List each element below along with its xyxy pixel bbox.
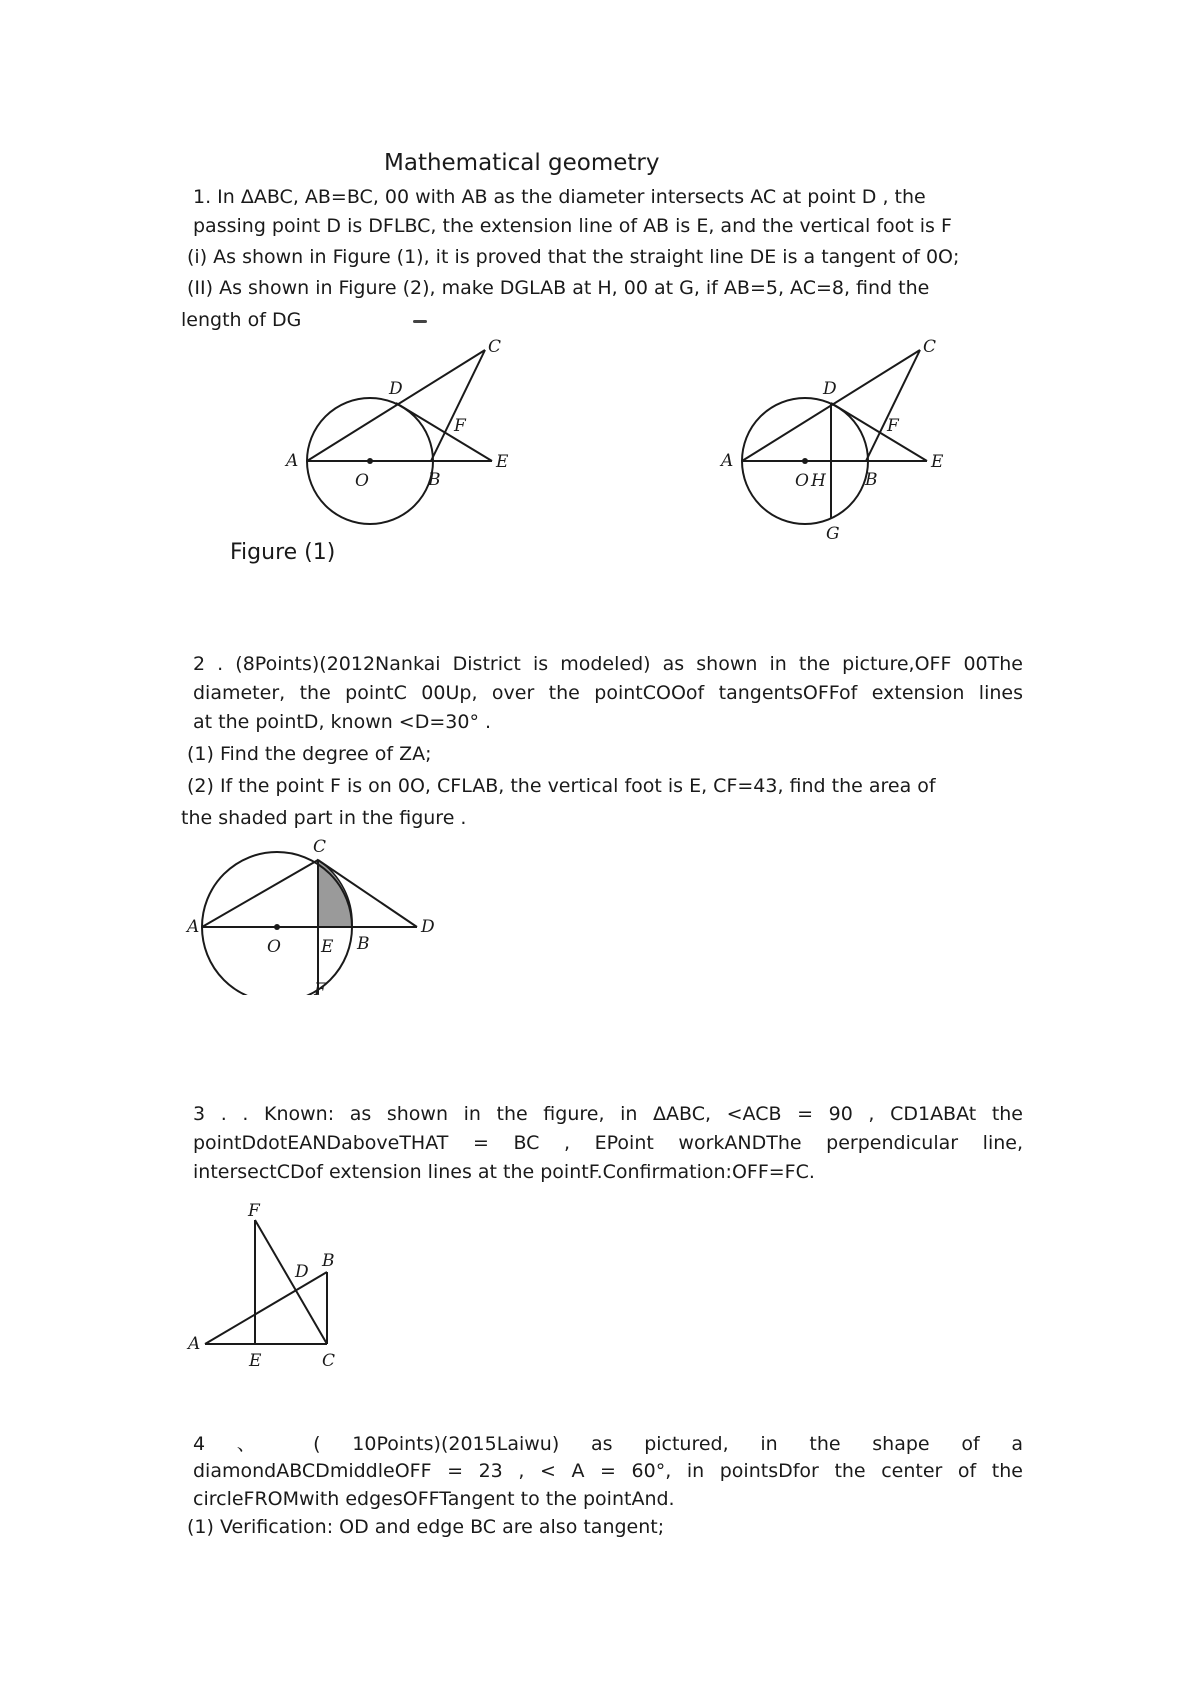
- problem2-line-4: (1) Find the degree of ZA;: [187, 743, 432, 765]
- problem4-line-4: (1) Verification: OD and edge BC are also tangent;: [187, 1516, 665, 1538]
- problem1-line-4: (II) As shown in Figure (2), make DGLAB at H, 00 at G, if AB=5, AC=8, find the: [187, 277, 930, 299]
- label-c: C: [488, 337, 502, 357]
- label-g: G: [826, 524, 840, 544]
- label-d: D: [421, 917, 435, 937]
- label-d: D: [389, 379, 403, 399]
- label-a: A: [721, 451, 734, 471]
- label-o: O: [355, 471, 369, 491]
- figure-2: [715, 330, 965, 545]
- page-title: Mathematical geometry: [384, 150, 660, 176]
- line-de: [396, 403, 492, 461]
- label-o: O: [795, 471, 809, 491]
- label-d: D: [823, 379, 837, 399]
- label-b: B: [865, 470, 878, 490]
- label-b: B: [428, 470, 441, 490]
- problem4-line-1: 4 、 ( 10Points)(2015Laiwu) as pictured, in the shape of a: [193, 1433, 1023, 1455]
- problem1-line-3: (i) As shown in Figure (1), it is proved that the straight line DE is a tangent of 0O;: [187, 246, 960, 268]
- shaded-region: [318, 860, 352, 927]
- problem3-line-1: 3 . . Known: as shown in the figure, in ΔABC, <ACB = 90 , CD1ABAt the: [193, 1103, 1023, 1125]
- line-ab: [205, 1272, 327, 1344]
- label-c: C: [322, 1351, 336, 1371]
- center-dot: [367, 458, 373, 464]
- label-c: C: [313, 837, 327, 857]
- label-e: E: [321, 937, 334, 957]
- problem2-line-5: (2) If the point F is on 0O, CFLAB, the vertical foot is E, CF=43, find the area of: [187, 775, 936, 797]
- label-d: D: [295, 1262, 309, 1282]
- label-h: H: [811, 471, 826, 491]
- label-a: A: [188, 1334, 201, 1354]
- figure-3: [185, 835, 445, 995]
- problem2-line-2: diameter, the pointC 00Up, over the pointCOOof tangentsOFFof extension lines: [193, 682, 1023, 704]
- label-o: O: [267, 937, 281, 957]
- line-ac: [202, 860, 318, 927]
- line-fc: [255, 1220, 327, 1344]
- problem2-line-6: the shaded part in the figure .: [181, 807, 467, 829]
- label-b: B: [357, 934, 370, 954]
- figure-4: [185, 1200, 345, 1375]
- problem2-line-1: 2 . (8Points)(2012Nankai District is modeled) as shown in the picture,OFF 00The: [193, 653, 1023, 675]
- label-e: E: [249, 1351, 262, 1371]
- figure-1: [280, 330, 530, 545]
- label-f: F: [887, 416, 899, 436]
- label-f: F: [454, 416, 466, 436]
- problem4-line-3: circleFROMwith edgesOFFTangent to the pointAnd.: [193, 1488, 675, 1510]
- label-e: E: [931, 452, 944, 472]
- line-de: [831, 403, 927, 461]
- problem1-line-5: length of DG: [181, 309, 302, 331]
- label-a: A: [286, 451, 299, 471]
- label-f: F: [248, 1201, 260, 1221]
- stray-mark: [413, 320, 427, 323]
- label-c: C: [923, 337, 937, 357]
- label-a: A: [187, 917, 200, 937]
- figure-caption: Figure (1): [230, 540, 336, 565]
- problem4-line-2: diamondABCDmiddleOFF = 23 , < A = 60°, in pointsDfor the center of the: [193, 1460, 1023, 1482]
- problem3-line-2: pointDdotEANDaboveTHAT = BC , EPoint workANDThe perpendicular line,: [193, 1132, 1023, 1154]
- center-dot: [802, 458, 808, 464]
- problem1-line-2: passing point D is DFLBC, the extension line of AB is E, and the vertical foot is F: [193, 215, 952, 237]
- center-dot: [274, 924, 280, 930]
- label-f: F: [314, 980, 326, 995]
- label-e: E: [496, 452, 509, 472]
- problem1-line-1: 1. In ΔABC, AB=BC, 00 with AB as the diameter intersects AC at point D , the: [193, 186, 926, 208]
- label-b: B: [322, 1251, 335, 1271]
- problem3-line-3: intersectCDof extension lines at the pointF.Confirmation:OFF=FC.: [193, 1161, 815, 1183]
- problem2-line-3: at the pointD, known <D=30° .: [193, 711, 492, 733]
